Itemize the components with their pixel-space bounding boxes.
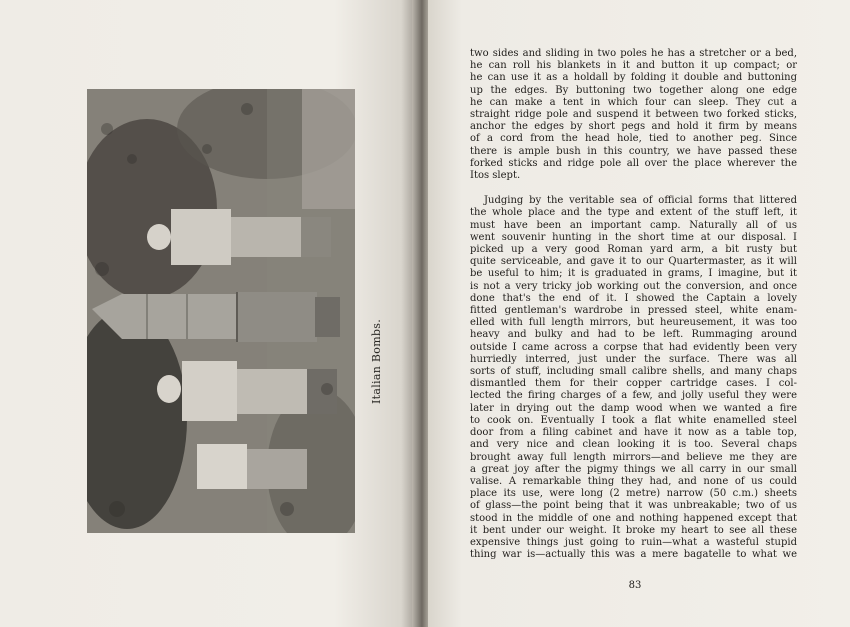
photo-caption <box>362 311 392 411</box>
photo-italian-bombs <box>87 89 355 533</box>
text-line: of glass—the point being that it was unbreakable; two of us <box>470 500 797 512</box>
text-line: heavy and bulky and had to be left. Rummaging around <box>470 329 797 341</box>
paragraph-1 <box>470 48 797 182</box>
page-number: 83 <box>628 580 642 591</box>
text-line: forked sticks and ridge pole all over the place wherever the <box>470 157 797 169</box>
text-line: to cook on. Eventually I took a flat white enamelled steel <box>470 414 797 426</box>
text-line: he can roll his blankets in it and button it up compact; or <box>470 60 797 72</box>
paragraph-2 <box>470 195 797 561</box>
photo-image <box>87 89 355 533</box>
text-line: two sides and sliding in two poles he has a stretcher or a bed, <box>470 48 797 59</box>
text-line: sorts of stuff, including small calibre shells, and many chaps <box>470 366 797 378</box>
text-line: the whole place and the type and extent of the stuff left, it <box>470 207 797 219</box>
text-line: went souvenir hunting in the short time at our disposal. I <box>470 231 797 243</box>
text-line: Judging by the veritable sea of official forms that littered <box>484 195 797 207</box>
text-line: fitted gentleman's wardrobe in pressed steel, white enam- <box>470 305 797 317</box>
text-line: place its use, were long (2 metre) narrow (50 c.m.) sheets <box>470 488 797 500</box>
left-page <box>0 0 418 627</box>
caption-text: Italian Bombs. <box>370 318 384 404</box>
text-line: later in drying out the damp wood when we wanted a fire <box>470 402 797 414</box>
text-line: hurriedly interred, just under the surface. There was all <box>470 353 797 365</box>
text-line: picked up a very good Roman yard arm, a bit rusty but <box>470 244 797 256</box>
text-line: thing war is—actually this was a mere bagatelle to what we <box>470 549 797 561</box>
text-line: door from a filing cabinet and have it now as a table top, <box>470 427 797 439</box>
text-line: dismantled them for their copper cartridge cases. I col- <box>470 378 797 390</box>
text-line: expensive things just going to ruin—what a wasteful stupid <box>470 536 797 548</box>
text-line: it bent under our weight. It broke my heart to see all these <box>470 524 797 536</box>
text-line: anchor the edges by short pegs and hold it firm by means <box>470 121 797 133</box>
text-line: stood in the middle of one and nothing happened except that <box>470 512 797 524</box>
text-line: of a cord from the head hole, tied to another peg. Since <box>470 133 797 145</box>
text-line: there is ample bush in this country, we have passed these <box>470 145 797 157</box>
text-line: straight ridge pole and suspend it between two forked sticks, <box>470 109 797 121</box>
text-line: outside I came across a corpse that had evidently been very <box>470 341 797 353</box>
text-line: done that's the end of it. I showed the Captain a lovely <box>470 292 797 304</box>
text-line: and very nice and clean looking it is too. Several chaps <box>470 439 797 451</box>
text-line: Itos slept. <box>470 170 521 182</box>
text-line: he can make a tent in which four can sleep. They cut a <box>470 96 797 108</box>
text-line: is not a very tricky job working out the conversion, and once <box>470 280 797 292</box>
text-line: he can use it as a holdall by folding it double and buttoning <box>470 72 797 84</box>
text-line: must have been an important camp. Naturally all of us <box>470 219 797 231</box>
text-line: brought away full length mirrors—and believe me they are <box>470 451 797 463</box>
text-line: lected the firing charges of a few, and jolly useful they were <box>470 390 797 402</box>
body-text <box>470 48 797 561</box>
text-line: a great joy after the pigmy things we all carry in our small <box>470 463 797 475</box>
text-line: elled with full length mirrors, but heureusement, it was too <box>470 317 797 329</box>
text-line: valise. A remarkable thing they had, and none of us could <box>470 475 797 487</box>
text-line: be useful to him; it is graduated in grams, I imagine, but it <box>470 268 797 280</box>
text-line: quite serviceable, and gave it to our Quartermaster, as it will <box>470 256 797 268</box>
text-line: up the edges. By buttoning two together along one edge <box>470 84 797 96</box>
